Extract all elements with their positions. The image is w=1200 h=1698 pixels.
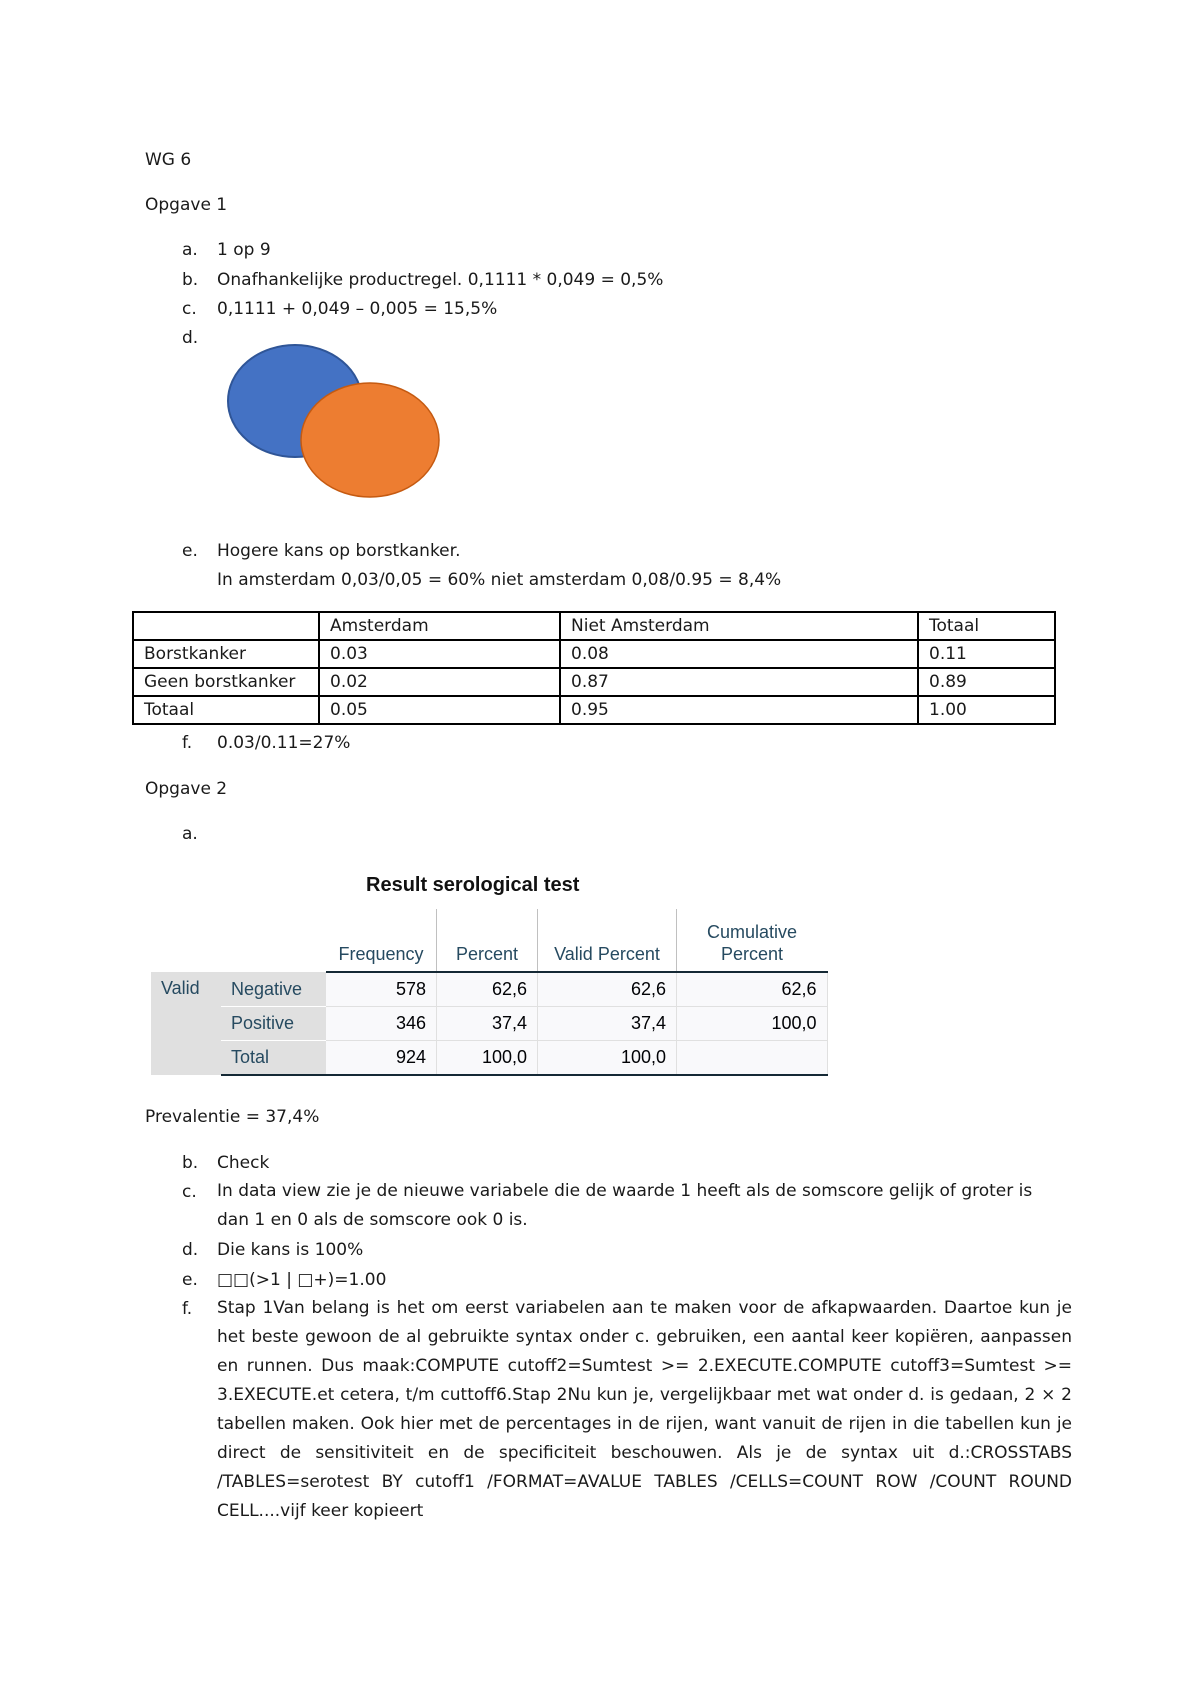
table-header-cell: Totaal [918,612,1055,640]
table-cell: 0.87 [560,668,918,696]
table-cell: Borstkanker [133,640,319,668]
sero-cell: 62,6 [538,972,677,1007]
list-item: In data view zie je de nieuwe variabele die de waarde 1 heeft als de somscore gelijk of groter is dan 1 en 0 als de somscore ook 0 is. [217,1181,1033,1230]
sero-cell: 346 [326,1007,437,1041]
sero-header-cell: Frequency [326,909,437,972]
list-item: Onafhankelijke productregel. 0,1111 * 0,049 = 0,5% [217,270,664,290]
list-label: a. [182,824,198,844]
sero-row [151,1007,827,1041]
sero-cell: 37,4 [437,1007,538,1041]
opgave1-heading: Opgave 1 [145,195,228,215]
contingency-table [132,611,1056,725]
list-label: e. [182,541,198,561]
table-row [133,696,1055,724]
sero-cell [677,1041,828,1076]
list-item: Hogere kans op borstkanker. [217,541,461,561]
list-label: f. [182,733,193,753]
sero-header-row [151,909,827,972]
table-cell: 0.11 [918,640,1055,668]
sero-cell: 100,0 [538,1041,677,1076]
sero-corner [221,909,326,972]
sero-row-label: Total [221,1041,326,1076]
list-item-continued: In amsterdam 0,03/0,05 = 60% niet amsterdam 0,08/0.95 = 8,4% [217,570,782,590]
table-cell: 1.00 [918,696,1055,724]
list-item: 0.03/0.11=27% [217,733,351,753]
list-label: c. [182,1182,197,1202]
sero-corner [151,909,221,972]
opgave2-heading: Opgave 2 [145,779,228,799]
list-label: d. [182,328,199,348]
sero-cell: 924 [326,1041,437,1076]
table-cell: 0.08 [560,640,918,668]
sero-row [151,972,827,1007]
list-item: 1 op 9 [217,240,271,260]
venn-diagram [215,335,455,505]
table-header-cell: Niet Amsterdam [560,612,918,640]
sero-group-label: Valid [151,972,221,1075]
list-item: Check [217,1153,270,1173]
list-item: Stap 1Van belang is het om eerst variabelen aan te maken voor de afkapwaarden. Daartoe kun je het beste gewoon de al gebruikte syntax onder c. gebruiken, een aantal keer kopiëren, aanpassen en runnen. Dus maak:COMPUTE cutoff2=Sumtest >= 2.EXECUTE.COMPUTE cutoff3=Sumtest >= 3.EXECUTE.et cetera, t/m cuttoff6.Stap 2Nu kun je, vergelijkbaar met wat onder d. is gedaan, 2 × 2 tabellen maken. Ook hier met de percentages in de rijen, want vanuit de rijen in die tabellen kun je direct de sensitiviteit en de specificiteit beschouwen. Als je de syntax uit d.:CROSSTABS /TABLES=serotest BY cutoff1 /FORMAT=AVALUE TABLES /CELLS=COUNT ROW /COUNT ROUND CELL....vijf keer kopieert [217,1298,1072,1521]
table-cell: Totaal [133,696,319,724]
list-label: b. [182,270,199,290]
table-row [133,640,1055,668]
sero-header-cell: Valid Percent [538,909,677,972]
table-cell: 0.95 [560,696,918,724]
table-cell: 0.03 [319,640,560,668]
sero-row [151,1041,827,1076]
list-item: 0,1111 + 0,049 – 0,005 = 15,5% [217,299,498,319]
table-cell: 0.05 [319,696,560,724]
prevalence-text: Prevalentie = 37,4% [145,1107,320,1127]
sero-header-cell: Cumulative Percent [677,909,828,972]
table-cell [133,612,319,640]
list-label: c. [182,299,197,319]
sero-cell: 62,6 [677,972,828,1007]
sero-header-cell: Percent [437,909,538,972]
sero-cell: 100,0 [677,1007,828,1041]
sero-cell: 578 [326,972,437,1007]
table-row [133,668,1055,696]
sero-cell: 100,0 [437,1041,538,1076]
list-item: □□(>1 | □+)=1.00 [217,1270,387,1290]
list-label: d. [182,1240,199,1260]
table-header-row [133,612,1055,640]
list-label: a. [182,240,198,260]
table-header-cell: Amsterdam [319,612,560,640]
doc-title: WG 6 [145,150,192,170]
list-label: f. [182,1299,193,1319]
list-item: Die kans is 100% [217,1240,364,1260]
sero-row-label: Positive [221,1007,326,1041]
table-cell: Geen borstkanker [133,668,319,696]
sero-row-label: Negative [221,972,326,1007]
sero-table [151,909,828,1076]
table-cell: 0.02 [319,668,560,696]
sero-cell: 62,6 [437,972,538,1007]
venn-circle-b [301,383,439,497]
table-cell: 0.89 [918,668,1055,696]
sero-table-title: Result serological test [366,874,580,896]
list-label: b. [182,1153,199,1173]
sero-cell: 37,4 [538,1007,677,1041]
list-label: e. [182,1270,198,1290]
